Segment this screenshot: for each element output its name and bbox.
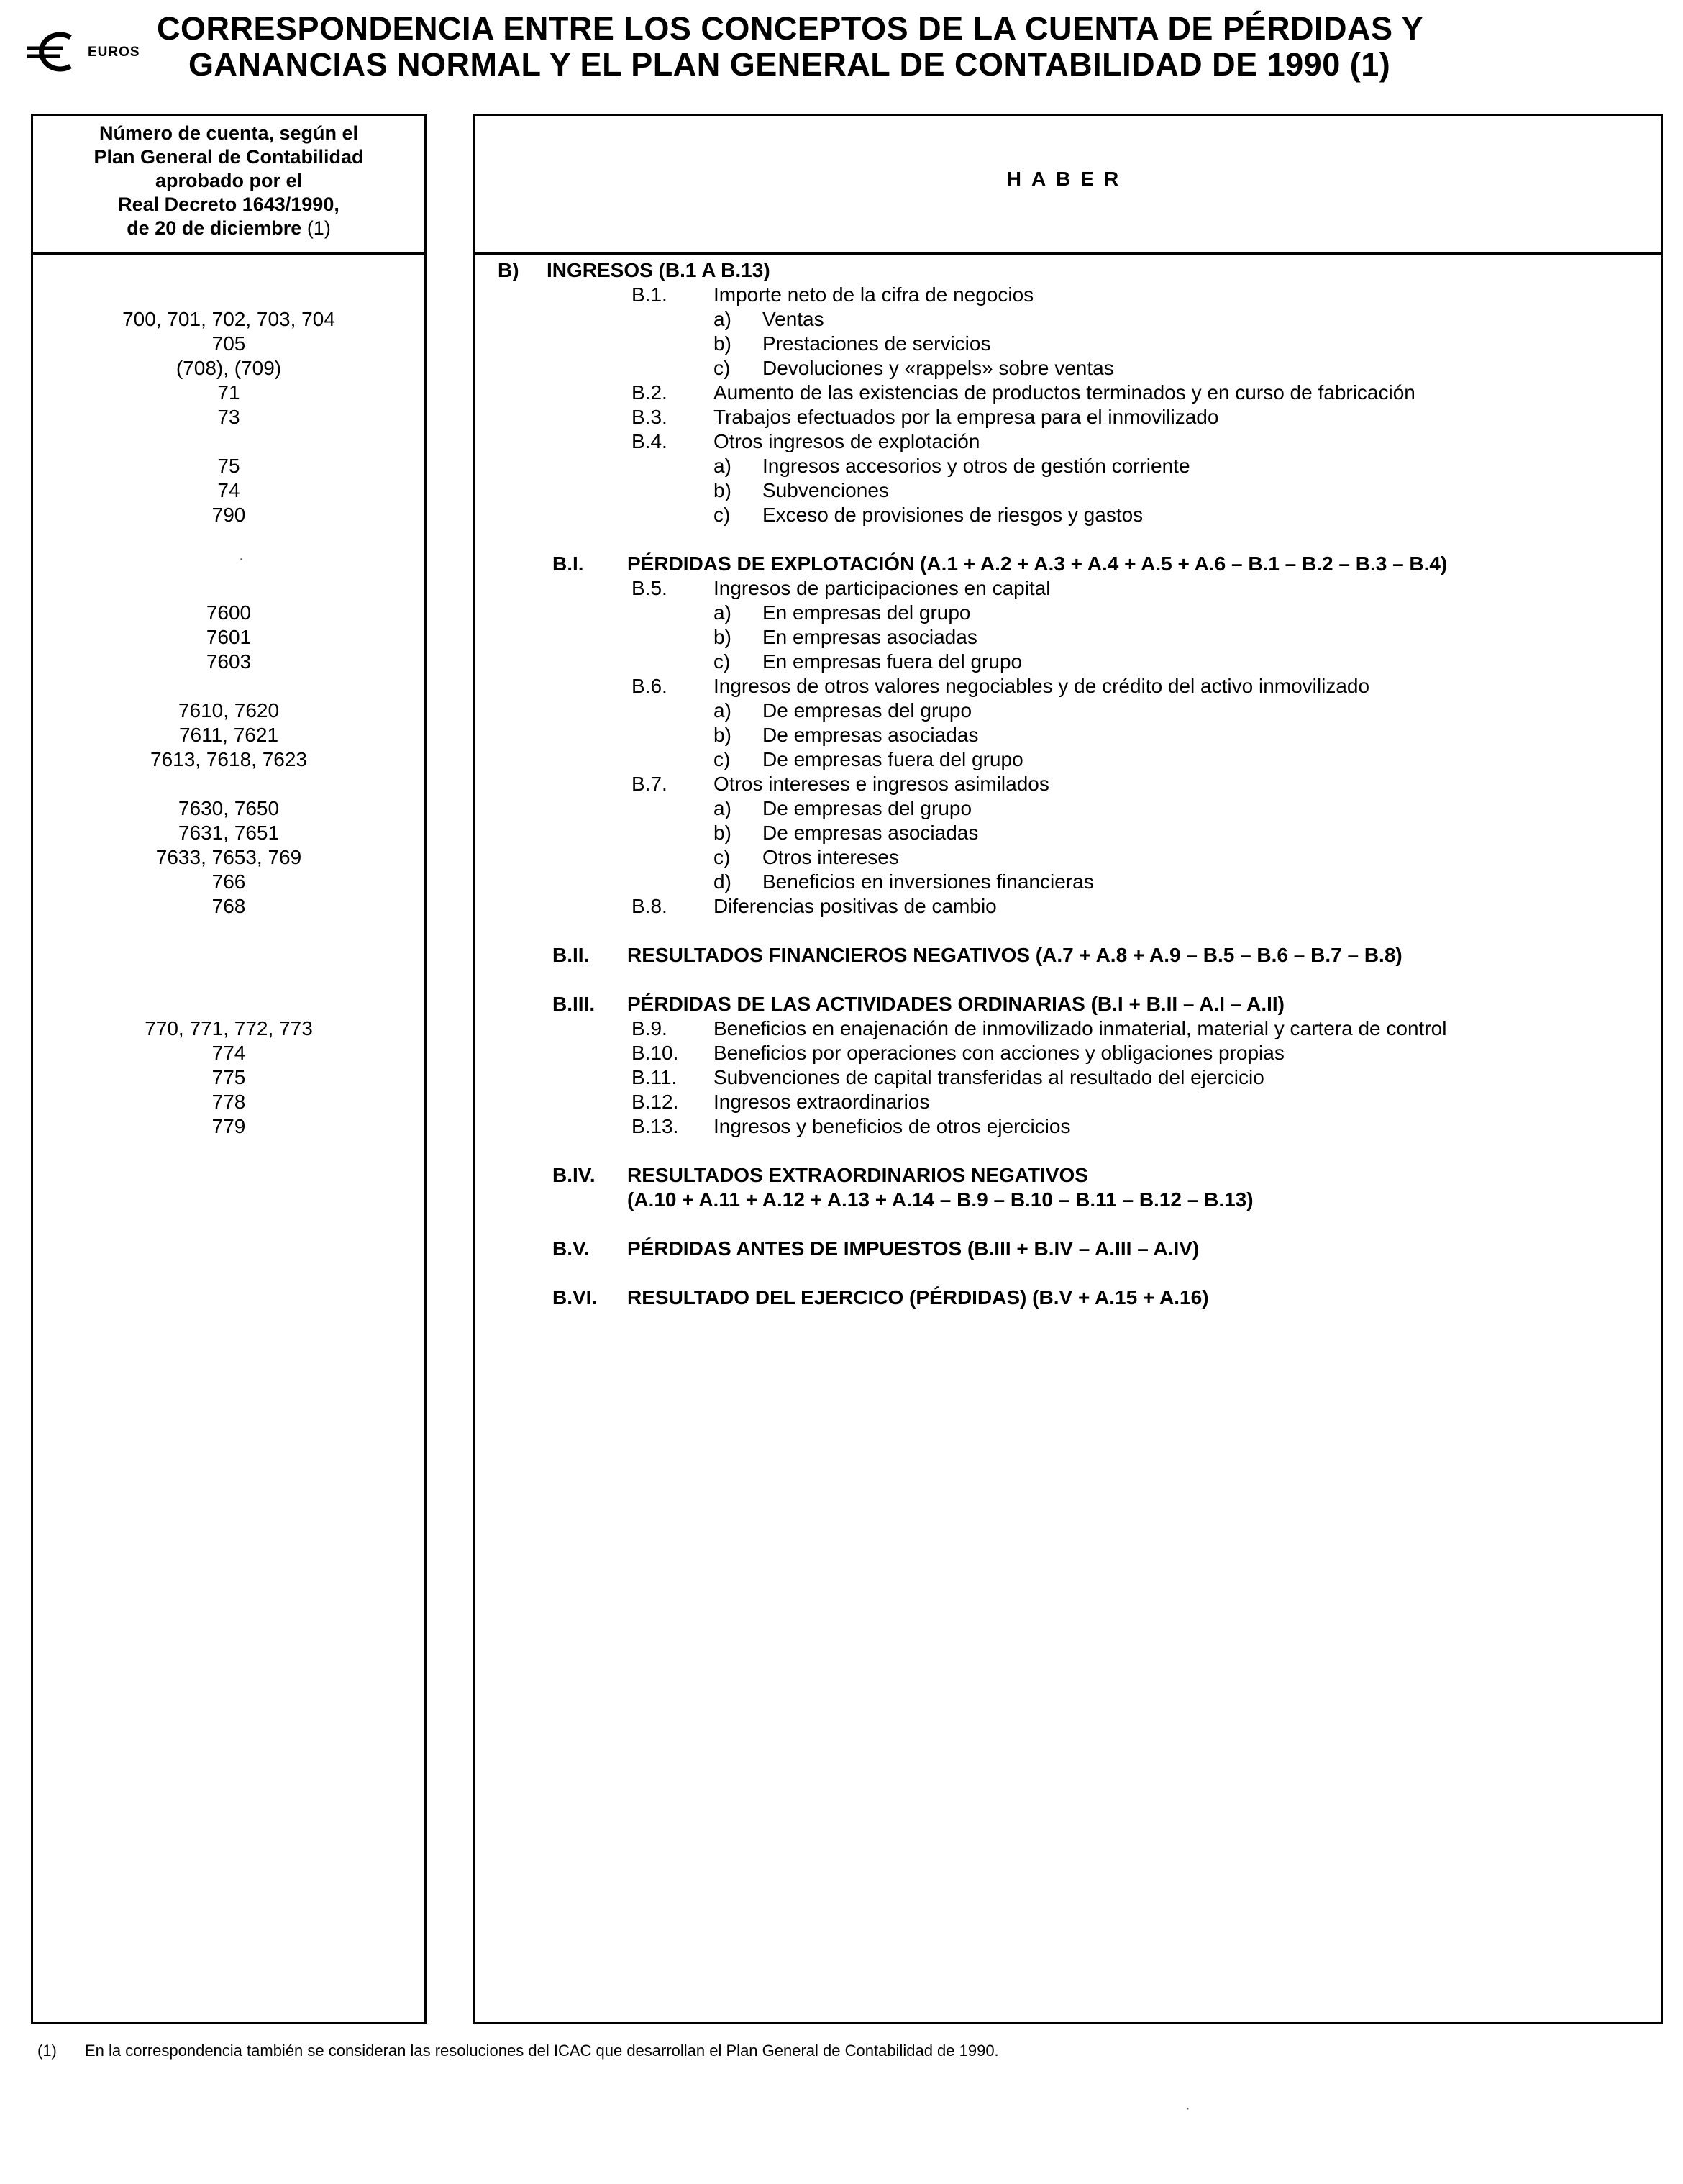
account-number: 774 [211, 1042, 246, 1064]
item-code: B.3. [631, 406, 667, 428]
item-code: c) [713, 504, 731, 526]
item-code: c) [713, 357, 731, 379]
item-text: PÉRDIDAS ANTES DE IMPUESTOS (B.III + B.IV – A.III – A.IV) [627, 1237, 1200, 1260]
item-code: B.11. [631, 1066, 678, 1088]
item-text: PÉRDIDAS DE LAS ACTIVIDADES ORDINARIAS (B.I + B.II – A.I – A.II) [627, 993, 1285, 1015]
item-text: De empresas asociadas [762, 822, 979, 844]
item-code: b) [713, 479, 731, 501]
account-number: 7633, 7653, 769 [155, 846, 302, 868]
item-text: Ingresos y beneficios de otros ejercicios [713, 1115, 1071, 1137]
item-text: Beneficios en inversiones financieras [762, 870, 1094, 893]
header-line: Plan General de Contabilidad [94, 146, 364, 168]
item-code: B.7. [631, 773, 667, 795]
item-code: B.VI. [552, 1286, 598, 1309]
item-code: B.13. [631, 1115, 679, 1137]
account-number: 75 [217, 455, 240, 477]
item-code: B.1. [631, 283, 667, 306]
account-number: 7601 [206, 626, 252, 648]
item-code: a) [713, 797, 731, 819]
document-header [0, 0, 1683, 101]
footnote-number: (1) [37, 2042, 57, 2060]
item-code: B.V. [552, 1237, 590, 1260]
item-text: Prestaciones de servicios [762, 332, 991, 355]
footnote-ref: (1) [306, 217, 331, 239]
footnote-text: En la correspondencia también se consideran las resoluciones del ICAC que desarrollan el Plan General de Contabilidad de 1990. [85, 2042, 999, 2060]
item-text: Trabajos efectuados por la empresa para el inmovilizado [713, 406, 1219, 428]
account-number: 768 [211, 895, 246, 917]
item-text: (A.10 + A.11 + A.12 + A.13 + A.14 – B.9 – B.10 – B.11 – B.12 – B.13) [627, 1188, 1254, 1211]
page-title-line-1: CORRESPONDENCIA ENTRE LOS CONCEPTOS DE LA CUENTA DE PÉRDIDAS Y [157, 10, 1424, 47]
account-number: 779 [211, 1115, 246, 1137]
haber-column-header [475, 116, 1661, 255]
scan-speck: · [239, 551, 244, 567]
item-text: Beneficios por operaciones con acciones y obligaciones propias [713, 1042, 1285, 1064]
item-text: Exceso de provisiones de riesgos y gastos [762, 504, 1144, 526]
account-number: 790 [211, 504, 246, 526]
item-text: RESULTADOS FINANCIEROS NEGATIVOS (A.7 + A.8 + A.9 – B.5 – B.6 – B.7 – B.8) [627, 944, 1402, 966]
item-text: INGRESOS (B.1 A B.13) [547, 259, 770, 281]
item-code: B.8. [631, 895, 667, 917]
euros-label: EUROS [88, 45, 140, 60]
haber-title: HABER [1006, 168, 1129, 190]
item-code: B.9. [631, 1017, 667, 1039]
item-text: En empresas fuera del grupo [762, 650, 1023, 673]
item-code: b) [713, 332, 731, 355]
item-code: B.2. [631, 381, 667, 404]
item-code: a) [713, 699, 731, 722]
account-number: 7600 [206, 601, 252, 624]
item-code: B.IV. [552, 1164, 596, 1186]
account-number: 73 [217, 406, 240, 428]
item-text: Devoluciones y «rappels» sobre ventas [762, 357, 1114, 379]
item-text: Subvenciones [762, 479, 889, 501]
item-code: b) [713, 626, 731, 648]
account-number: 7603 [206, 650, 252, 673]
header-line-last: de 20 de diciembre (1) [127, 217, 331, 239]
item-text: Diferencias positivas de cambio [713, 895, 997, 917]
account-number: 7610, 7620 [178, 699, 280, 722]
account-column-header-text [33, 122, 424, 240]
item-code: a) [713, 455, 731, 477]
item-text: Importe neto de la cifra de negocios [713, 283, 1034, 306]
item-text: Otros intereses e ingresos asimilados [713, 773, 1049, 795]
account-number: (708), (709) [175, 357, 282, 379]
item-code: d) [713, 870, 731, 893]
page-title-line-2: GANANCIAS NORMAL Y EL PLAN GENERAL DE CONTABILIDAD DE 1990 (1) [188, 46, 1391, 83]
item-text: Beneficios en enajenación de inmovilizado inmaterial, material y cartera de control [713, 1017, 1447, 1039]
item-text: Ingresos de otros valores negociables y de crédito del activo inmovilizado [713, 675, 1370, 697]
account-number: 775 [211, 1066, 246, 1088]
item-text: Aumento de las existencias de productos terminados y en curso de fabricación [713, 381, 1415, 404]
item-text: Ingresos accesorios y otros de gestión corriente [762, 455, 1190, 477]
item-text: RESULTADO DEL EJERCICO (PÉRDIDAS) (B.V + A.15 + A.16) [627, 1286, 1209, 1309]
account-number: 71 [217, 381, 240, 404]
item-text: Ingresos de participaciones en capital [713, 577, 1051, 599]
item-code: a) [713, 601, 731, 624]
item-code: c) [713, 748, 731, 770]
item-text: De empresas fuera del grupo [762, 748, 1023, 770]
item-code: B.10. [631, 1042, 679, 1064]
item-text: Ventas [762, 308, 824, 330]
item-code: B.4. [631, 430, 667, 452]
account-number-column [31, 114, 427, 2024]
item-code: B.6. [631, 675, 667, 697]
euro-icon [26, 30, 83, 73]
account-number: 766 [211, 870, 246, 893]
item-text: Ingresos extraordinarios [713, 1091, 930, 1113]
account-number: 778 [211, 1091, 246, 1113]
header-line: Número de cuenta, según el [99, 122, 359, 144]
item-text: De empresas del grupo [762, 699, 972, 722]
item-code: B.5. [631, 577, 667, 599]
item-code: B.I. [552, 552, 584, 575]
account-number: 700, 701, 702, 703, 704 [122, 308, 335, 330]
item-text: En empresas asociadas [762, 626, 977, 648]
item-code: B.II. [552, 944, 590, 966]
scan-speck: · [1185, 2101, 1190, 2116]
item-text: En empresas del grupo [762, 601, 971, 624]
header-line: aprobado por el [155, 170, 303, 191]
item-code: B.12. [631, 1091, 679, 1113]
account-number: 7613, 7618, 7623 [150, 748, 307, 770]
item-text: Otros intereses [762, 846, 899, 868]
item-code: c) [713, 846, 731, 868]
item-text: PÉRDIDAS DE EXPLOTACIÓN (A.1 + A.2 + A.3 + A.4 + A.5 + A.6 – B.1 – B.2 – B.3 – B.4) [627, 552, 1448, 575]
item-code: B) [498, 259, 519, 281]
account-number: 74 [217, 479, 240, 501]
account-number: 7611, 7621 [178, 724, 279, 746]
haber-column [473, 114, 1663, 2024]
account-number: 770, 771, 772, 773 [145, 1017, 313, 1039]
account-number: 7631, 7651 [178, 822, 280, 844]
item-text: RESULTADOS EXTRAORDINARIOS NEGATIVOS [627, 1164, 1088, 1186]
item-text: Otros ingresos de explotación [713, 430, 980, 452]
account-number: 705 [211, 332, 246, 355]
item-code: a) [713, 308, 731, 330]
header-line: Real Decreto 1643/1990, [118, 194, 339, 215]
item-text: Subvenciones de capital transferidas al resultado del ejercicio [713, 1066, 1264, 1088]
account-column-header [33, 116, 424, 255]
item-code: c) [713, 650, 731, 673]
item-code: b) [713, 822, 731, 844]
item-text: De empresas del grupo [762, 797, 972, 819]
item-code: b) [713, 724, 731, 746]
account-number: 7630, 7650 [178, 797, 280, 819]
item-text: De empresas asociadas [762, 724, 979, 746]
item-code: B.III. [552, 993, 596, 1015]
